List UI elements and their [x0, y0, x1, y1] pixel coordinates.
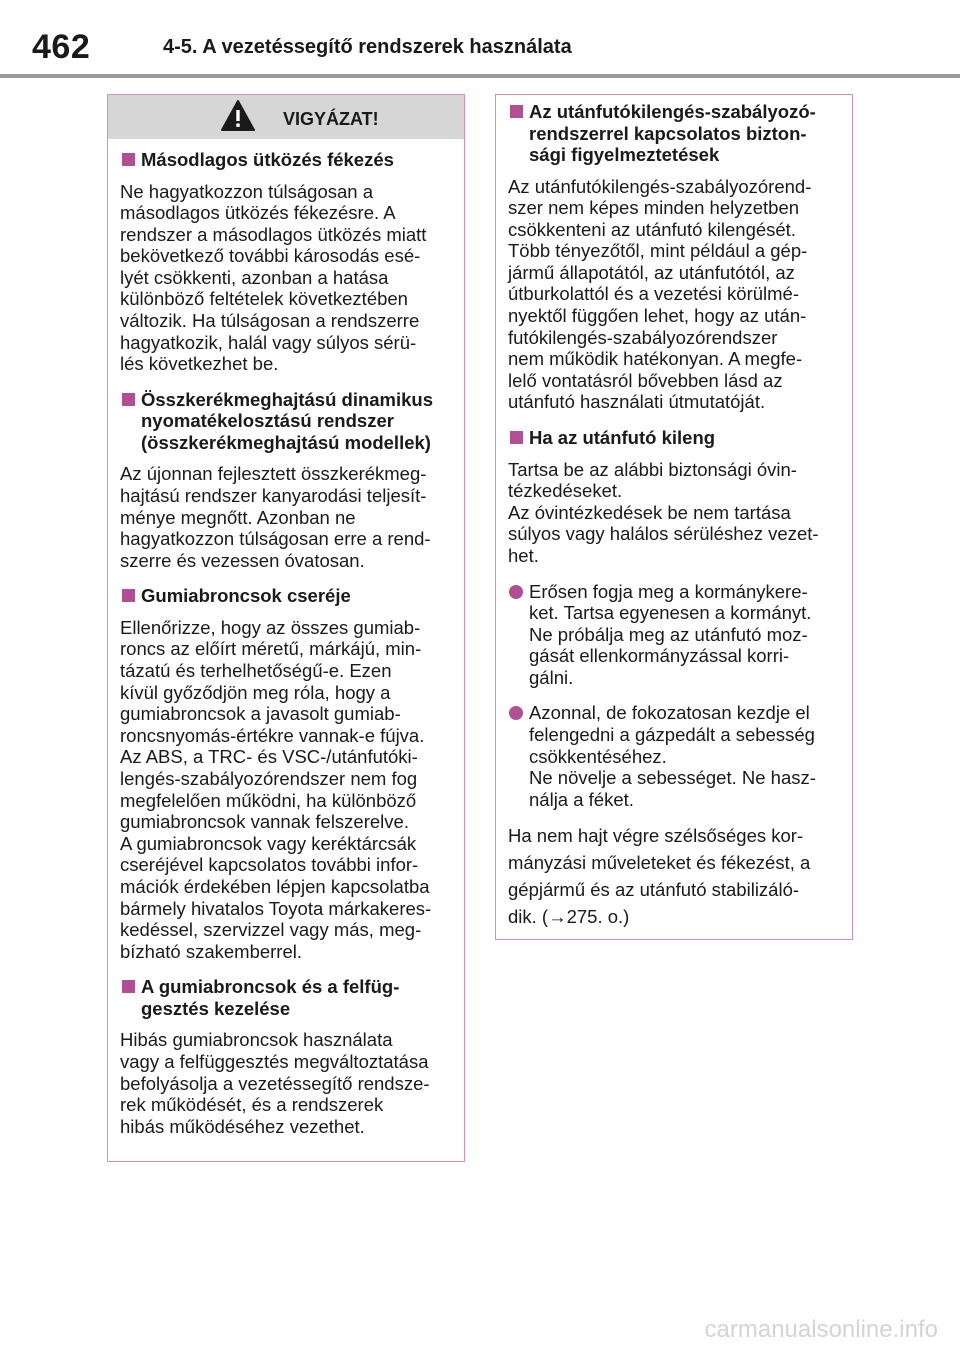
section-heading: Az utánfutókilengés-szabályozó- rendszerrel kapcsolatos bizton- sági figyelmeztetések: [508, 101, 840, 166]
square-bullet-icon: [122, 153, 135, 166]
section-heading: A gumiabroncsok és a felfüg- gesztés kezelése: [120, 976, 452, 1019]
circle-bullet-icon: [509, 585, 523, 599]
section-text: Ellenőrizze, hogy az összes gumiab- roncs az előírt méretű, márkájú, min- tázatú és terhelhetőségű-e. Ezen kívül győződjön meg róla, hogy a gumiabroncsok a javasolt gumiab- roncsnyomás-értékre vannak-e fújva. Az ABS, a TRC- és VSC-/utánfutóki- lengés-szabályozórendszer nem fog megfelelően működni, ha különböző gumiabroncsok vannak felszerelve. A gumiabroncsok vagy keréktárcsák cseréjével kapcsolatos további infor- mációk érdekében lépjen kapcsolatba bármely hivatalos Toyota márkakeres- kedéssel, szervizzel vagy más, meg- bízható szakemberrel.: [120, 616, 432, 962]
section-text: Az utánfutókilengés-szabályozórend- szer nem képes minden helyzetben csökkenteni az utánfutó kilengését. Több tényezőtől, mint például a gép- jármű állapotától, az utánfutótól, az útburkolattól és a vezetési körülmé- nyektől függően lehet, hogy az után- futókilengés-szabályozórendszer nem működik hatékonyan. A megfe- lelő vontatásról bővebben lásd az utánfutó használati útmutatóját.: [508, 175, 812, 413]
trailer-sway-box: [495, 94, 853, 940]
list-item: Azonnal, de fokozatosan kezdje el felengedni a gázpedált a sebesség csökkentéséhez. Ne növelje a sebességet. Ne hasz- nálja a féket.: [508, 702, 840, 810]
list-item: Erősen fogja meg a kormánykere- ket. Tartsa egyenesen a kormányt. Ne próbálja meg az utánfutó moz- gását ellenkormányzással korri- gálni.: [508, 581, 840, 689]
square-bullet-icon: [510, 431, 523, 444]
page-header: [0, 0, 960, 80]
section-heading: Ha az utánfutó kileng: [508, 427, 840, 449]
square-bullet-icon: [122, 980, 135, 993]
warning-header: [108, 95, 464, 139]
trailer-sway-content: [496, 95, 852, 930]
square-bullet-icon: [510, 105, 523, 118]
section-text: Ne hagyatkozzon túlságosan a másodlagos ütközés fékezésre. A rendszer a másodlagos ütközés miatt bekövetkező további károsodás esé- lyét csökkenti, azonban a hatása különböző feltételek következtében változik. Ha túlságosan a rendszerre hagyatkozik, halál vagy súlyos sérü- lés következhet be.: [120, 180, 427, 375]
section-heading: Összkerékmeghajtású dinamikus nyomatékelosztású rendszer (összkerékmeghajtású modellek): [120, 389, 452, 454]
section-heading: Gumiabroncsok cseréje: [120, 585, 452, 607]
circle-bullet-icon: [509, 706, 523, 720]
section-title: 4-5. A vezetéssegítő rendszerek használata: [163, 36, 572, 58]
watermark: carmanualsonline.info: [704, 1316, 938, 1343]
square-bullet-icon: [122, 393, 135, 406]
warning-triangle-icon: [220, 99, 256, 132]
page-number: 462: [32, 28, 91, 66]
warning-content: [108, 139, 464, 1137]
warning-title: VIGYÁZAT!: [283, 109, 379, 129]
section-text: Hibás gumiabroncsok használata vagy a felfüggesztés megváltoztatása befolyásolja a vezetéssegítő rendsze- rek működését, és a rendszerek hibás működéséhez vezethet.: [120, 1029, 430, 1137]
section-text: Az újonnan fejlesztett összkerékmeg- hajtású rendszer kanyarodási teljesít- ménye megnőtt. Azonban ne hagyatkozzon túlságosan erre a rend- szerre és vezessen óvatosan.: [120, 463, 431, 571]
header-rule: [0, 74, 960, 78]
square-bullet-icon: [122, 589, 135, 602]
closing-text: Ha nem hajt végre szélsőséges kor- mányzási műveleteket és fékezést, a gépjármű és az utánfutó stabilizáló- dik. (→275. o.): [508, 825, 811, 928]
section-heading: Másodlagos ütközés fékezés: [120, 149, 452, 171]
section-text: Tartsa be az alábbi biztonsági óvin- tézkedéseket. Az óvintézkedések be nem tartása súlyos vagy halálos sérüléshez vezet- het.: [508, 458, 819, 566]
warning-box: [107, 94, 465, 1162]
